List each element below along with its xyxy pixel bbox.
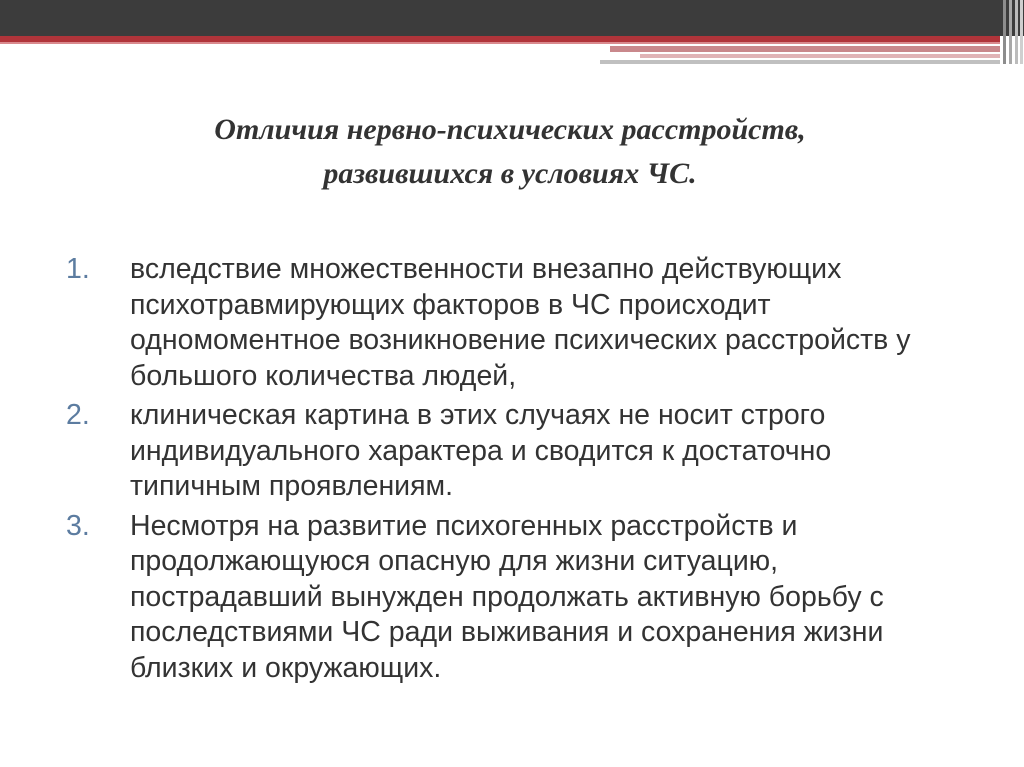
slide-content (0, 64, 1024, 767)
numbered-list (66, 252, 966, 690)
list-item-number: 2. (66, 399, 90, 431)
list-item-text: вследствие множественности внезапно действующих психотравмирующих факторов в ЧС происходит одномоментное возникновение психических расстройств у большого количества людей, (130, 253, 911, 392)
list-item (66, 509, 966, 687)
page-edge-decoration (1015, 0, 1018, 70)
list-item (66, 252, 966, 394)
list-item-number: 3. (66, 509, 90, 542)
slide-title-line-1: Отличия нервно-психических расстройств, (214, 113, 806, 146)
accent-strip (610, 46, 1000, 52)
page-edge-decoration (1020, 0, 1023, 70)
list-item-text: клиническая картина в этих случаях не носит строго индивидуального характера и сводится к достаточно типичным проявлениям. (130, 399, 832, 502)
slide-title (40, 108, 980, 196)
list-item-text: Несмотря на развитие психогенных расстройств и продолжающуюся опасную для жизни ситуацию, пострадавший вынужден продолжать активную борьбу с последствиями ЧС ради выживания и сохранения жизни близких и окружающих. (130, 509, 884, 684)
list-item (66, 398, 966, 505)
red-accent-thin-line (0, 42, 1000, 44)
list-item-number: 1. (66, 253, 90, 285)
top-decorative-band (0, 0, 1024, 36)
accent-strip (640, 54, 1000, 58)
page-edge-decoration (1003, 0, 1006, 70)
page-edge-decoration (1009, 0, 1012, 70)
slide-title-line-2: развившихся в условиях ЧС. (323, 157, 697, 190)
